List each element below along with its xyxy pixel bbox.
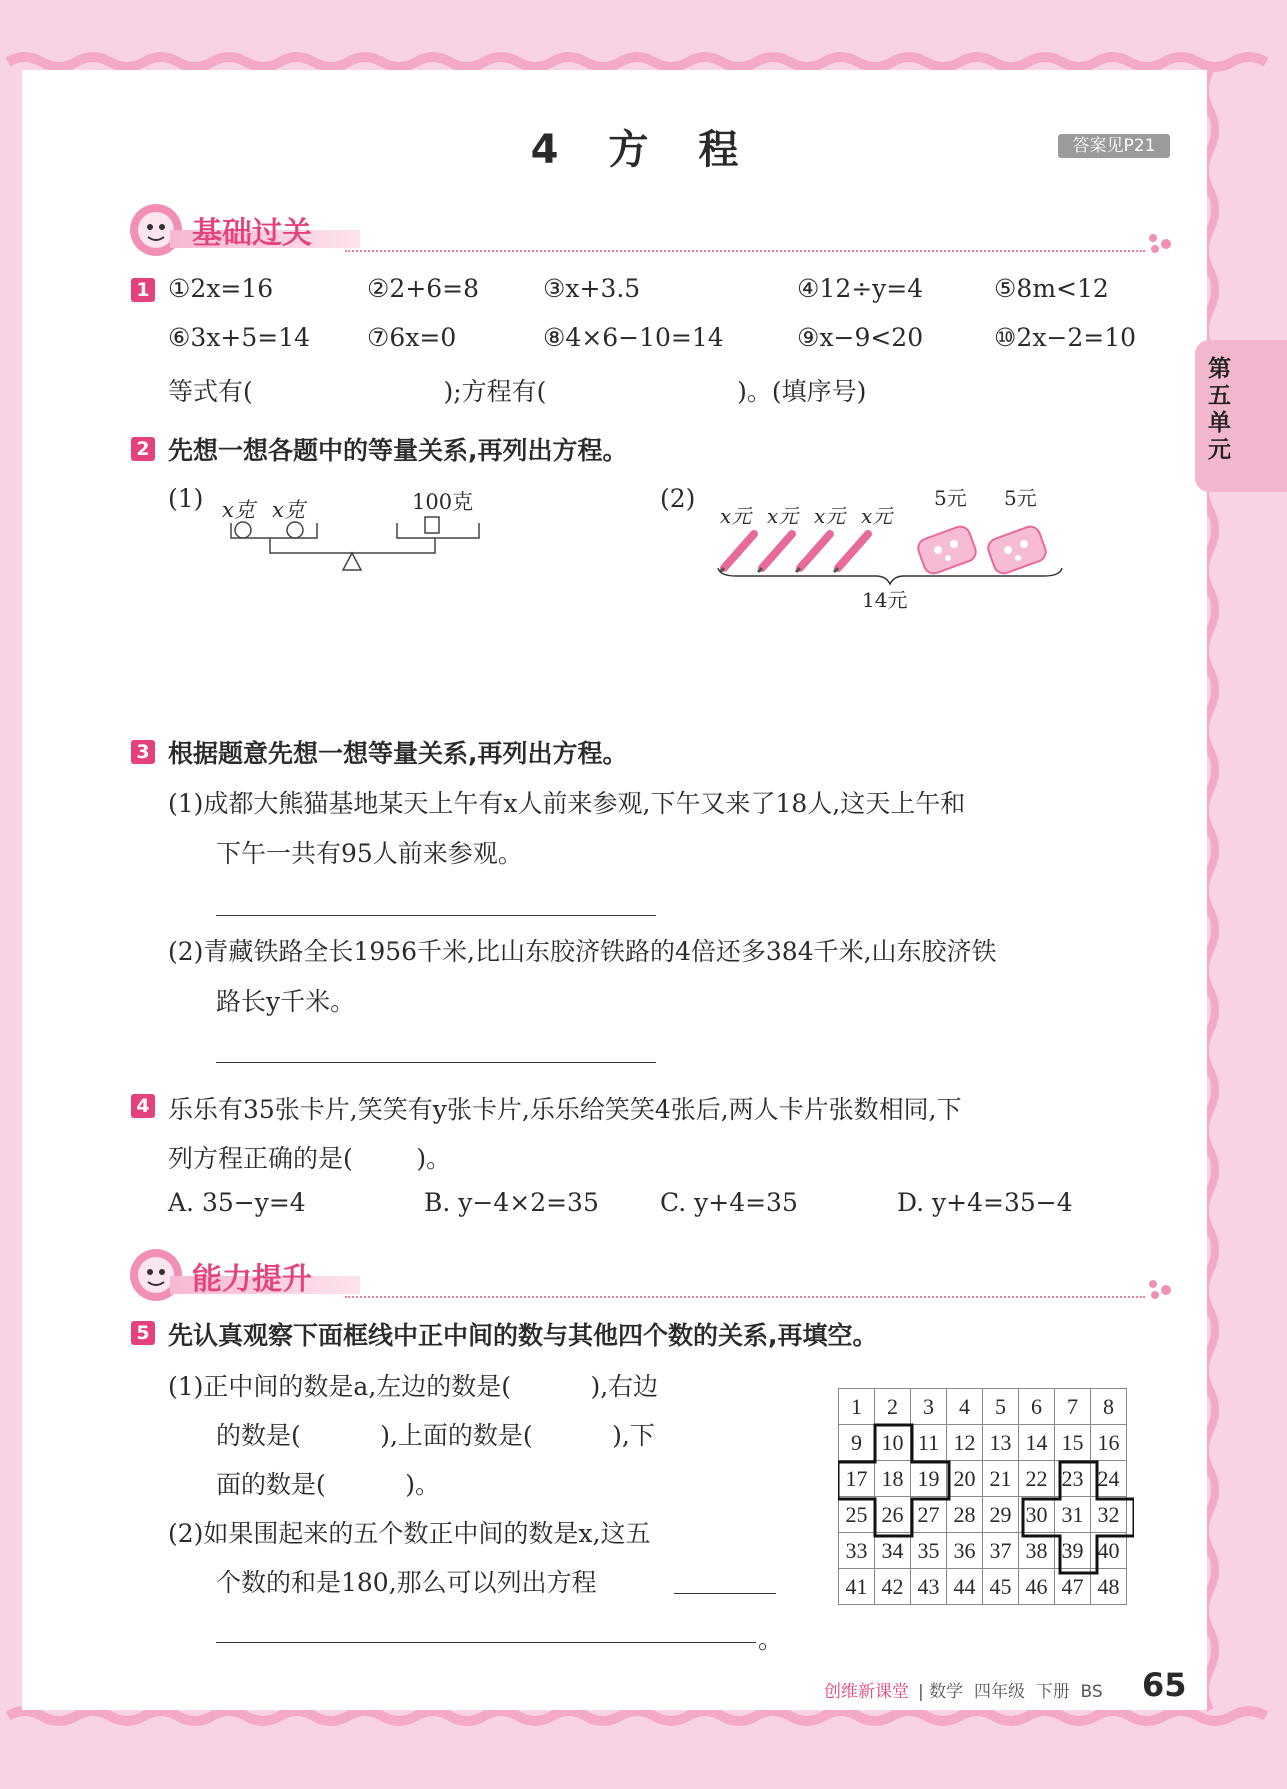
grid-cell: 47 <box>1055 1569 1091 1605</box>
grid-cell: 12 <box>947 1425 983 1461</box>
q1-item-5: ⑤8m<12 <box>994 274 1109 303</box>
grid-cell: 27 <box>911 1497 947 1533</box>
grid-cell: 43 <box>911 1569 947 1605</box>
grid-cell: 38 <box>1019 1533 1055 1569</box>
grid-cell: 26 <box>875 1497 911 1533</box>
pencil-case-price-label: 5元 <box>934 486 967 510</box>
grid-cell: 25 <box>839 1497 875 1533</box>
grid-cell: 21 <box>983 1461 1019 1497</box>
grid-cell: 46 <box>1019 1569 1055 1605</box>
q4-option-c[interactable]: C. y+4=35 <box>660 1188 798 1217</box>
section-divider <box>345 250 1145 252</box>
grid-cell: 44 <box>947 1569 983 1605</box>
q1-item-9: ⑨x−9<20 <box>797 323 924 352</box>
grid-cell: 17 <box>839 1461 875 1497</box>
grid-cell: 2 <box>875 1389 911 1425</box>
answer-line[interactable] <box>674 1593 776 1594</box>
q2-part2-label: (2) <box>660 484 696 513</box>
question-number: 3 <box>131 740 155 764</box>
pencil-price-label: x元 <box>814 504 846 528</box>
grid-cell: 10 <box>875 1425 911 1461</box>
grid-cell: 42 <box>875 1569 911 1605</box>
grid-cell: 15 <box>1055 1425 1091 1461</box>
section-divider <box>345 1296 1145 1298</box>
grid-cell: 23 <box>1055 1461 1091 1497</box>
left-weight-label: x克 <box>222 498 255 522</box>
section-title-basic: 基础过关 <box>192 216 312 251</box>
q1-item-6: ⑥3x+5=14 <box>168 323 311 352</box>
grid-cell: 37 <box>983 1533 1019 1569</box>
q1-item-8: ⑧4×6−10=14 <box>543 323 724 352</box>
dots-decoration-icon <box>1145 232 1175 256</box>
q1-item-10: ⑩2x−2=10 <box>994 323 1137 352</box>
q5-part1-line3: 面的数是( )。 <box>216 1470 440 1499</box>
page-title: 4 方 程 <box>530 127 757 173</box>
q1-item-4: ④12÷y=4 <box>797 274 924 303</box>
monkey-mascot-icon <box>128 1247 184 1303</box>
grid-cell: 41 <box>839 1569 875 1605</box>
answer-line[interactable] <box>216 1062 656 1063</box>
grid-cell: 5 <box>983 1389 1019 1425</box>
grid-cell: 20 <box>947 1461 983 1497</box>
grid-cell: 32 <box>1091 1497 1127 1533</box>
grid-cell: 24 <box>1091 1461 1127 1497</box>
grid-cell: 13 <box>983 1425 1019 1461</box>
q2-part1-label: (1) <box>168 484 204 513</box>
q3-part2-line1: (2)青藏铁路全长1956千米,比山东胶济铁路的4倍还多384千米,山东胶济铁 <box>168 937 997 966</box>
grid-cell: 35 <box>911 1533 947 1569</box>
pencil-price-label: x元 <box>767 504 799 528</box>
q4-option-a[interactable]: A. 35−y=4 <box>168 1188 306 1217</box>
grid-cell: 4 <box>947 1389 983 1425</box>
q4-line2: 列方程正确的是( )。 <box>168 1144 452 1173</box>
footer-brand: 创维新课堂 <box>824 1682 909 1702</box>
q4-option-d[interactable]: D. y+4=35−4 <box>897 1188 1073 1217</box>
left-weight-label: x克 <box>272 498 305 522</box>
grid-cell: 9 <box>839 1425 875 1461</box>
q5-part2-line2: 个数的和是180,那么可以列出方程 <box>216 1568 597 1597</box>
question-number: 1 <box>131 278 155 302</box>
q5-part2-line1: (2)如果围起来的五个数正中间的数是x,这五 <box>168 1519 651 1548</box>
period-mark: 。 <box>758 1625 784 1654</box>
q1-item-2: ②2+6=8 <box>367 274 480 303</box>
q3-part1-line2: 下午一共有95人前来参观。 <box>216 839 523 868</box>
question-number: 2 <box>131 437 155 461</box>
q5-part1-line1: (1)正中间的数是a,左边的数是( ),右边 <box>168 1372 659 1401</box>
question-number: 5 <box>131 1321 155 1345</box>
grid-cell: 14 <box>1019 1425 1055 1461</box>
total-price-label: 14元 <box>862 588 908 612</box>
q5-part1-line2: 的数是( ),上面的数是( ),下 <box>216 1421 655 1450</box>
question-number: 4 <box>131 1094 155 1118</box>
cross-outlines <box>838 1388 1134 1610</box>
grid-cell: 48 <box>1091 1569 1127 1605</box>
unit-tab-label: 第五单元 <box>1208 356 1231 463</box>
pencil-price-label: x元 <box>861 504 893 528</box>
answer-reference-tag: 答案见P21 <box>1058 134 1170 158</box>
q2-title: 先想一想各题中的等量关系,再列出方程。 <box>168 436 628 465</box>
q4-option-b[interactable]: B. y−4×2=35 <box>424 1188 599 1217</box>
q1-item-7: ⑦6x=0 <box>367 323 457 352</box>
grid-cell: 11 <box>911 1425 947 1461</box>
q3-part2-line2: 路长y千米。 <box>216 987 356 1016</box>
q1-fill-blank[interactable]: 等式有( );方程有( )。(填序号) <box>168 377 867 406</box>
grid-cell: 36 <box>947 1533 983 1569</box>
grid-cell: 18 <box>875 1461 911 1497</box>
grid-cell: 8 <box>1091 1389 1127 1425</box>
grid-cell: 39 <box>1055 1533 1091 1569</box>
q3-part1-line1: (1)成都大熊猫基地某天上午有x人前来参观,下午又来了18人,这天上午和 <box>168 789 966 818</box>
q5-title: 先认真观察下面框线中正中间的数与其他四个数的关系,再填空。 <box>168 1321 878 1350</box>
answer-line[interactable] <box>216 915 656 916</box>
dots-decoration-icon <box>1145 1278 1175 1302</box>
grid-cell: 16 <box>1091 1425 1127 1461</box>
total-brace <box>716 566 1064 586</box>
grid-cell: 7 <box>1055 1389 1091 1425</box>
grid-cell: 45 <box>983 1569 1019 1605</box>
page-number: 65 <box>1142 1666 1187 1704</box>
grid-cell: 30 <box>1019 1497 1055 1533</box>
grid-cell: 1 <box>839 1389 875 1425</box>
grid-cell: 29 <box>983 1497 1019 1533</box>
section-title-advanced: 能力提升 <box>192 1262 312 1297</box>
q4-line1: 乐乐有35张卡片,笑笑有y张卡片,乐乐给笑笑4张后,两人卡片张数相同,下 <box>168 1095 962 1124</box>
grid-cell: 31 <box>1055 1497 1091 1533</box>
q1-item-1: ①2x=16 <box>168 274 274 303</box>
right-weight-label: 100克 <box>412 490 474 514</box>
balance-scale-diagram <box>225 515 485 575</box>
grid-cell: 28 <box>947 1497 983 1533</box>
grid-cell: 40 <box>1091 1533 1127 1569</box>
grid-cell: 3 <box>911 1389 947 1425</box>
grid-cell: 34 <box>875 1533 911 1569</box>
answer-line[interactable] <box>216 1642 756 1643</box>
footer-info: | 数学 四年级 下册 BS <box>918 1682 1103 1702</box>
q3-title: 根据题意先想一想等量关系,再列出方程。 <box>168 739 628 768</box>
grid-cell: 33 <box>839 1533 875 1569</box>
pencil-case-price-label: 5元 <box>1004 486 1037 510</box>
grid-cell: 22 <box>1019 1461 1055 1497</box>
grid-cell: 6 <box>1019 1389 1055 1425</box>
q1-item-3: ③x+3.5 <box>543 274 641 303</box>
pencil-price-label: x元 <box>720 504 752 528</box>
grid-cell: 19 <box>911 1461 947 1497</box>
